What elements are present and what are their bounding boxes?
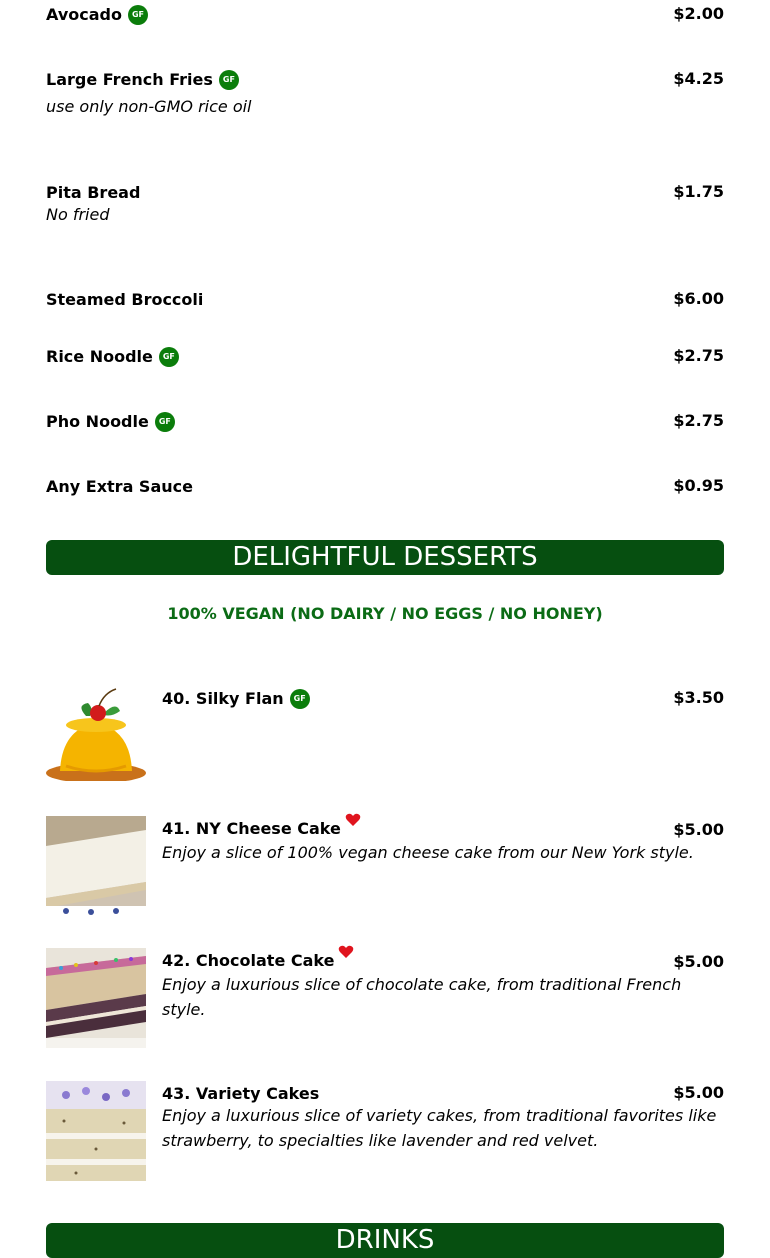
item-description: use only non-GMO rice oil (46, 96, 252, 116)
item-name: 40. Silky Flan (162, 689, 284, 708)
item-description: Enjoy a slice of 100% vegan cheese cake from our New York style. (162, 843, 694, 862)
item-name: Any Extra Sauce (46, 477, 193, 496)
item-name: Steamed Broccoli (46, 290, 204, 309)
menu-item-pho-noodle (46, 411, 724, 432)
item-price: $2.75 (673, 346, 724, 365)
menu-item-any-extra-sauce (46, 476, 724, 496)
item-price: $1.75 (673, 182, 724, 201)
dessert-item-variety-cakes (162, 1083, 724, 1153)
item-price: $2.00 (673, 4, 724, 23)
dessert-item-chocolate-cake (162, 950, 724, 1022)
item-description: No fried (46, 205, 110, 224)
item-name: Pho Noodle (46, 412, 149, 431)
menu-item-steamed-broccoli (46, 289, 724, 309)
item-name: Pita Bread (46, 183, 141, 202)
item-price: $3.50 (673, 688, 724, 707)
variety-cake-photo (46, 1081, 146, 1181)
item-price: $5.00 (673, 1083, 724, 1102)
item-price: $6.00 (673, 289, 724, 308)
heart-icon (345, 812, 361, 832)
gluten-free-badge-icon: GF (290, 689, 310, 709)
item-name: 42. Chocolate Cake (162, 951, 335, 970)
item-name: Large French Fries (46, 70, 213, 89)
item-description: Enjoy a luxurious slice of variety cakes, from traditional favorites like strawberry, to specialties like lavender and red velvet. (162, 1106, 717, 1150)
vegan-note: 100% VEGAN (NO DAIRY / NO EGGS / NO HONEY) (167, 604, 603, 623)
gluten-free-badge-icon: GF (159, 347, 179, 367)
item-price: $2.75 (673, 411, 724, 430)
item-name: Rice Noodle (46, 347, 153, 366)
item-price: $0.95 (673, 476, 724, 495)
gluten-free-badge-icon: GF (155, 412, 175, 432)
menu-item-large-french-fries (46, 69, 724, 119)
gluten-free-badge-icon: GF (219, 70, 239, 90)
menu-item-avocado (46, 4, 724, 25)
item-name: 43. Variety Cakes (162, 1084, 320, 1103)
chocolate-cake-photo (46, 948, 146, 1048)
section-banner-desserts: DELIGHTFUL DESSERTS (46, 540, 724, 575)
menu-item-rice-noodle (46, 346, 724, 367)
item-name: Avocado (46, 5, 122, 24)
cheesecake-photo (46, 816, 146, 916)
flan-photo (46, 681, 146, 781)
item-description: Enjoy a luxurious slice of chocolate cake, from traditional French style. (162, 975, 682, 1019)
dessert-item-silky-flan (162, 688, 724, 709)
heart-icon (338, 944, 354, 964)
item-price: $5.00 (673, 952, 724, 971)
menu-item-pita-bread (46, 182, 724, 227)
gluten-free-badge-icon: GF (128, 5, 148, 25)
item-name: 41. NY Cheese Cake (162, 819, 341, 838)
item-price: $5.00 (673, 820, 724, 839)
item-price: $4.25 (673, 69, 724, 88)
section-banner-drinks: DRINKS (46, 1223, 724, 1258)
dessert-item-ny-cheese-cake (162, 818, 724, 865)
